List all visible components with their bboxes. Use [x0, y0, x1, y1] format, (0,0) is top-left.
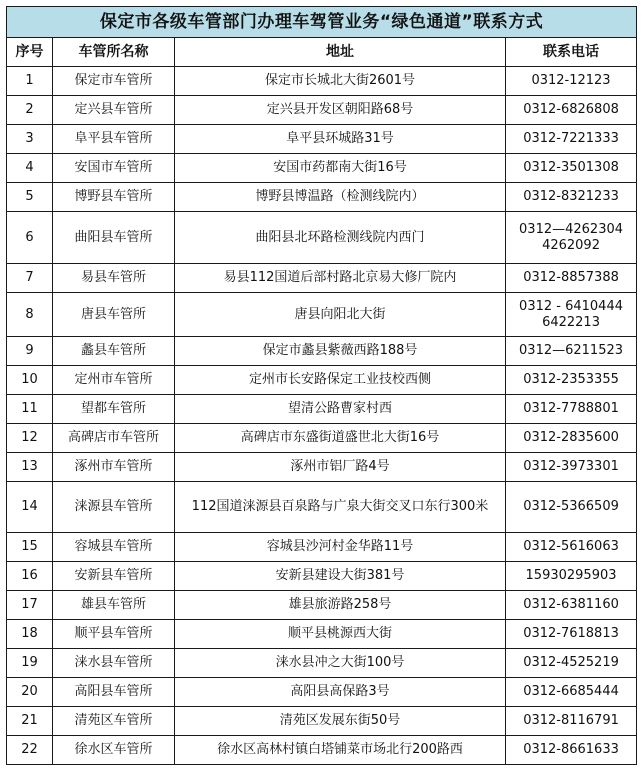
row-address: 112国道涞源县百泉路与广泉大街交叉口东行300米 [175, 482, 506, 533]
table-row [7, 620, 637, 649]
row-phone: 0312—4262304 4262092 [506, 212, 637, 264]
row-no: 9 [7, 337, 53, 366]
table-row [7, 96, 637, 125]
row-address: 徐水区高林村镇白塔铺菜市场北行200路西 [175, 736, 506, 765]
row-phone: 0312-5366509 [506, 482, 637, 533]
table-row [7, 212, 637, 264]
row-phone: 0312-12123 [506, 67, 637, 96]
row-name: 高阳县车管所 [53, 678, 175, 707]
row-address: 保定市长城北大街2601号 [175, 67, 506, 96]
table-row [7, 424, 637, 453]
row-phone: 0312-6685444 [506, 678, 637, 707]
row-name: 保定市车管所 [53, 67, 175, 96]
row-address: 高阳县高保路3号 [175, 678, 506, 707]
row-no: 18 [7, 620, 53, 649]
row-no: 8 [7, 293, 53, 337]
row-no: 5 [7, 183, 53, 212]
row-address: 易县112国道后部村路北京易大修厂院内 [175, 264, 506, 293]
row-name: 涞源县车管所 [53, 482, 175, 533]
row-no: 21 [7, 707, 53, 736]
table-row [7, 533, 637, 562]
row-name: 定兴县车管所 [53, 96, 175, 125]
table-row [7, 366, 637, 395]
row-no: 1 [7, 67, 53, 96]
row-no: 12 [7, 424, 53, 453]
row-address: 雄县旅游路258号 [175, 591, 506, 620]
table-row [7, 154, 637, 183]
title-row [7, 7, 637, 38]
row-name: 博野县车管所 [53, 183, 175, 212]
row-no: 13 [7, 453, 53, 482]
row-address: 清苑区发展东街50号 [175, 707, 506, 736]
row-name: 徐水区车管所 [53, 736, 175, 765]
row-address: 望清公路曹家村西 [175, 395, 506, 424]
table-row [7, 678, 637, 707]
row-phone: 0312-8116791 [506, 707, 637, 736]
table-title: 保定市各级车管部门办理车驾管业务“绿色通道”联系方式 [7, 7, 637, 38]
row-phone: 0312-8321233 [506, 183, 637, 212]
row-name: 唐县车管所 [53, 293, 175, 337]
table-row [7, 125, 637, 154]
table-row [7, 562, 637, 591]
row-address: 保定市蠡县紫薇西路188号 [175, 337, 506, 366]
row-no: 16 [7, 562, 53, 591]
row-name: 容城县车管所 [53, 533, 175, 562]
row-name: 望都车管所 [53, 395, 175, 424]
row-name: 蠡县车管所 [53, 337, 175, 366]
row-no: 20 [7, 678, 53, 707]
row-no: 10 [7, 366, 53, 395]
table-row [7, 337, 637, 366]
row-name: 定州市车管所 [53, 366, 175, 395]
table-row [7, 293, 637, 337]
header-address: 地址 [175, 38, 506, 67]
row-phone: 0312-8661633 [506, 736, 637, 765]
row-no: 14 [7, 482, 53, 533]
row-phone: 0312-5616063 [506, 533, 637, 562]
row-phone: 0312-7788801 [506, 395, 637, 424]
table-row [7, 395, 637, 424]
row-phone: 0312-8857388 [506, 264, 637, 293]
row-name: 顺平县车管所 [53, 620, 175, 649]
row-phone: 0312-7618813 [506, 620, 637, 649]
row-phone: 0312-2835600 [506, 424, 637, 453]
row-name: 雄县车管所 [53, 591, 175, 620]
row-address: 涿州市铝厂路4号 [175, 453, 506, 482]
row-no: 19 [7, 649, 53, 678]
row-phone: 0312-6381160 [506, 591, 637, 620]
row-address: 安国市药都南大街16号 [175, 154, 506, 183]
row-address: 顺平县桃源西大街 [175, 620, 506, 649]
header-row [7, 38, 637, 67]
row-phone: 0312-2353355 [506, 366, 637, 395]
row-name: 清苑区车管所 [53, 707, 175, 736]
row-name: 安新县车管所 [53, 562, 175, 591]
row-name: 涿州市车管所 [53, 453, 175, 482]
row-no: 6 [7, 212, 53, 264]
row-no: 22 [7, 736, 53, 765]
table-row [7, 183, 637, 212]
row-phone: 0312—6211523 [506, 337, 637, 366]
row-name: 易县车管所 [53, 264, 175, 293]
row-phone: 0312 - 6410444 6422213 [506, 293, 637, 337]
row-phone: 0312-4525219 [506, 649, 637, 678]
row-phone: 0312-3501308 [506, 154, 637, 183]
header-name: 车管所名称 [53, 38, 175, 67]
row-no: 11 [7, 395, 53, 424]
row-phone: 0312-6826808 [506, 96, 637, 125]
table-row [7, 453, 637, 482]
table-row [7, 67, 637, 96]
row-name: 涞水县车管所 [53, 649, 175, 678]
row-no: 7 [7, 264, 53, 293]
row-no: 15 [7, 533, 53, 562]
table-row [7, 591, 637, 620]
row-address: 容城县沙河村金华路11号 [175, 533, 506, 562]
row-address: 唐县向阳北大街 [175, 293, 506, 337]
row-address: 博野县博温路（检测线院内） [175, 183, 506, 212]
row-no: 2 [7, 96, 53, 125]
row-name: 曲阳县车管所 [53, 212, 175, 264]
header-phone: 联系电话 [506, 38, 637, 67]
table-row [7, 707, 637, 736]
row-phone: 15930295903 [506, 562, 637, 591]
table-row [7, 264, 637, 293]
row-no: 17 [7, 591, 53, 620]
row-no: 3 [7, 125, 53, 154]
row-no: 4 [7, 154, 53, 183]
contact-table [6, 6, 637, 765]
row-address: 阜平县环城路31号 [175, 125, 506, 154]
row-phone: 0312-7221333 [506, 125, 637, 154]
row-name: 安国市车管所 [53, 154, 175, 183]
table-row [7, 736, 637, 765]
header-no: 序号 [7, 38, 53, 67]
row-address: 安新县建设大街381号 [175, 562, 506, 591]
row-address: 涞水县冲之大街100号 [175, 649, 506, 678]
row-name: 阜平县车管所 [53, 125, 175, 154]
row-address: 高碑店市东盛街道盛世北大街16号 [175, 424, 506, 453]
row-address: 曲阳县北环路检测线院内西门 [175, 212, 506, 264]
table-row [7, 649, 637, 678]
row-phone: 0312-3973301 [506, 453, 637, 482]
row-name: 高碑店市车管所 [53, 424, 175, 453]
table-row [7, 482, 637, 533]
row-address: 定兴县开发区朝阳路68号 [175, 96, 506, 125]
row-address: 定州市长安路保定工业技校西侧 [175, 366, 506, 395]
